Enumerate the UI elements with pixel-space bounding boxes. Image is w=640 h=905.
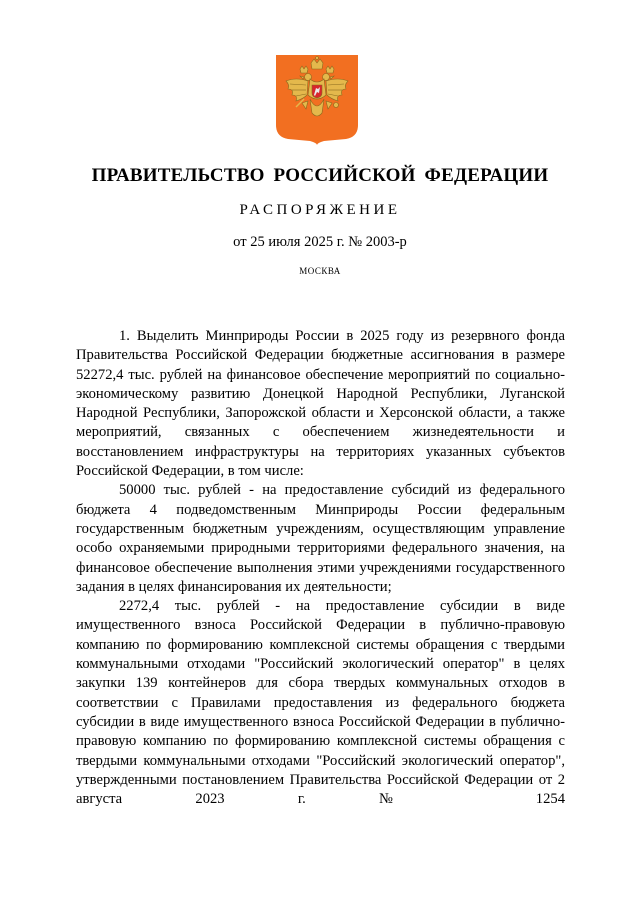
paragraph: 2272,4 тыс. рублей - на предоставление субсидии в виде имущественного взноса Российской Федерации в публично-правовую компанию по формированию комплексной системы обращения с твердыми коммунальными отходами "Российский экологический оператор" в целях закупки 139 контейнеров для сбора твердых коммунальных отходов в соответствии с Правилами предоставления из федерального бюджета субсидии в виде имущественного взноса Российской Федерации в публично-правовую компанию по формированию комплексной системы обращения с твердыми коммунальными отходами "Российский экологический оператор", утвержденными постановлением Правительства Российской Федерации от 2 августа 2023 г. № 1254: [76, 598, 565, 808]
document-date-number: от 25 июля 2025 г. № 2003-р: [233, 234, 407, 250]
paragraph: 50000 тыс. рублей - на предоставление субсидий из федерального бюджета 4 подведомственным Минприроды России федеральным государственным бюджетным учреждениям, осуществляющим управление особо охраняемыми природными территориями федерального значения, на финансовое обеспечение выполнения этими учреждениями государственного задания в целях финансирования их деятельности;: [76, 482, 565, 595]
document-body: [76, 327, 565, 809]
russian-coat-of-arms-icon: [276, 55, 358, 145]
document-type: РАСПОРЯЖЕНИЕ: [239, 202, 401, 218]
organization-title: ПРАВИТЕЛЬСТВО РОССИЙСКОЙ ФЕДЕРАЦИИ: [91, 165, 549, 186]
paragraph: 1. Выделить Минприроды России в 2025 году из резервного фонда Правительства Российской Федерации бюджетные ассигнования в размере 52272,4 тыс. рублей на финансовое обеспечение мероприятий по социально-экономическому развитию Донецкой Народной Республики, Луганской Народной Республики, Запорожской области и Херсонской области, а также мероприятий, связанных с обеспечением жизнедеятельности и восстановлением инфраструктуры на территориях указанных субъектов Российской Федерации, в том числе:: [76, 328, 565, 480]
document-place: МОСКВА: [299, 266, 341, 276]
